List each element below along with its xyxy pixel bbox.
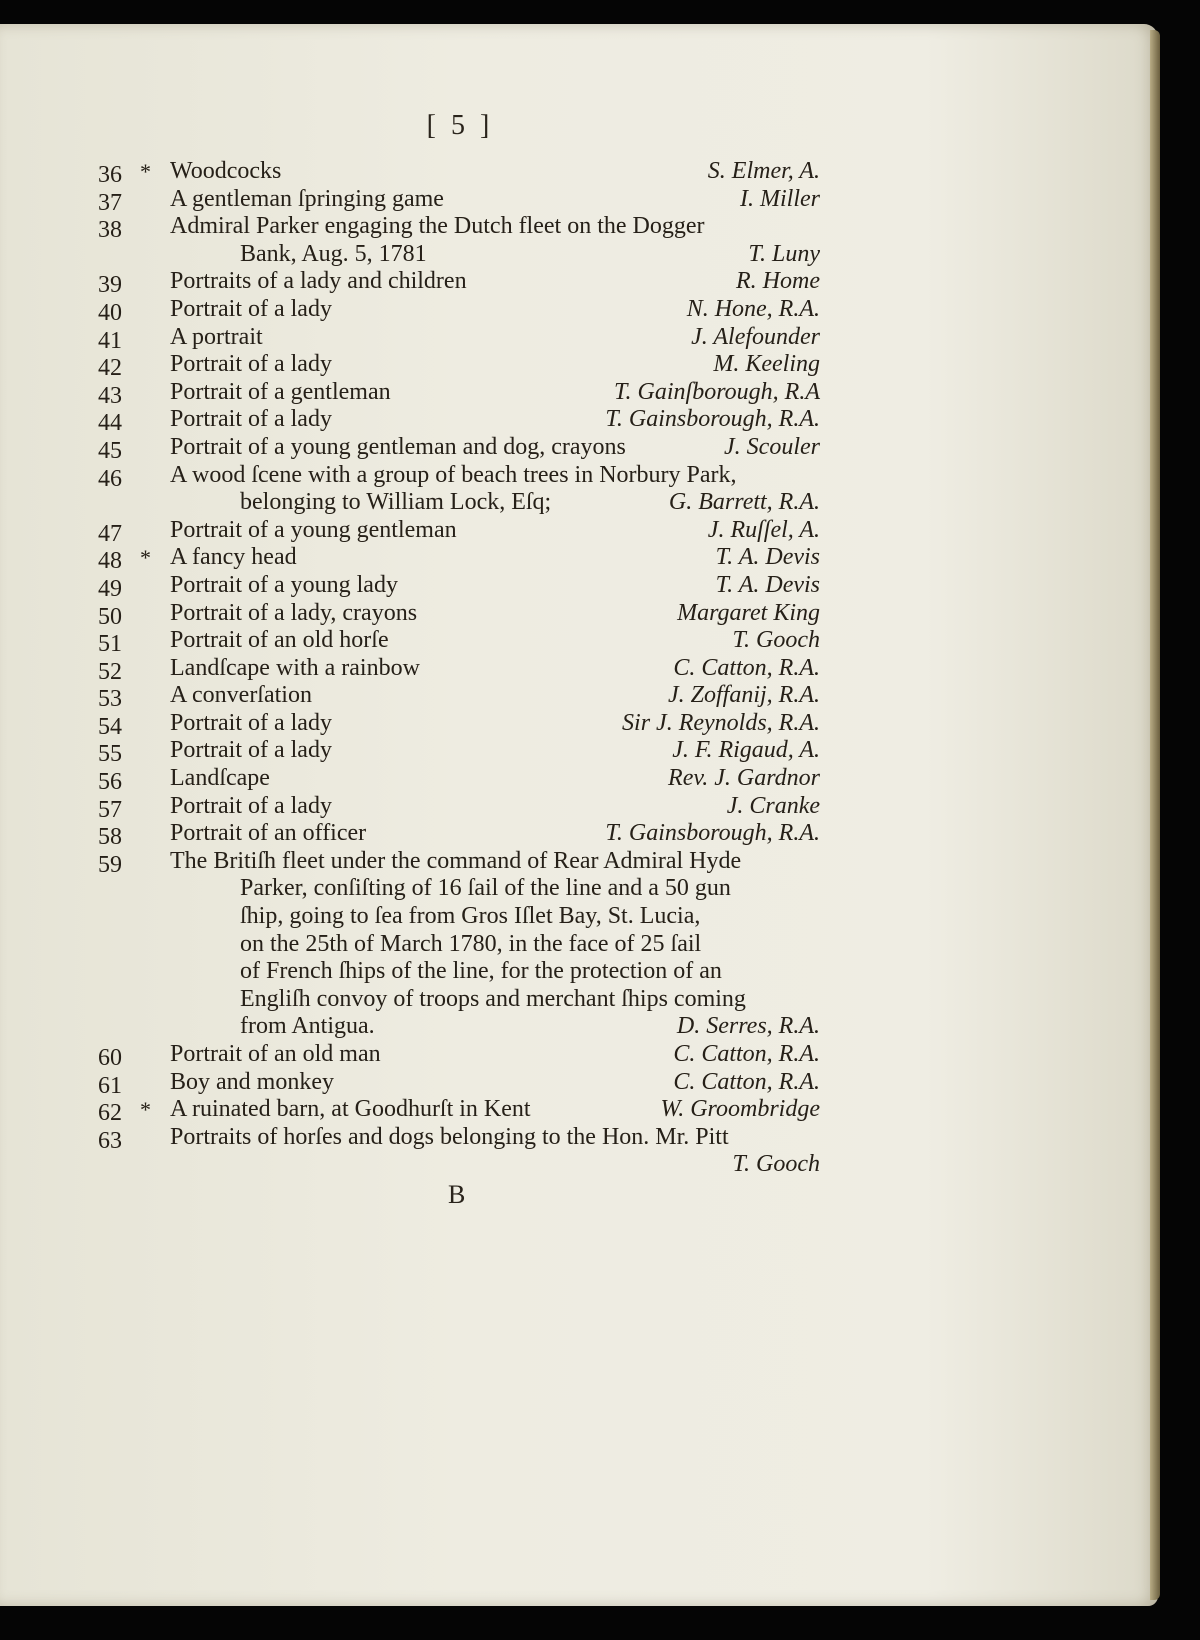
catalogue-entry (0, 1096, 1158, 1127)
catalogue-entry (0, 600, 1158, 628)
entry-line (0, 848, 1158, 876)
entry-title: ſhip, going to ſea from Gros Iſlet Bay, St. Lucia, (240, 903, 701, 930)
entry-title: Boy and monkey (170, 1068, 334, 1095)
entry-line (0, 351, 1158, 382)
catalogue-entry (0, 158, 1158, 186)
entry-artist: J. Scouler (724, 433, 820, 460)
entry-line (0, 1013, 1158, 1041)
entry-title: A ruinated barn, at Goodhurſt in Kent (170, 1096, 531, 1123)
entry-title: Admiral Parker engaging the Dutch fleet on the Dogger (170, 213, 705, 240)
entry-number: 53 (98, 686, 122, 713)
entry-title: Portrait of a lady (170, 295, 332, 322)
entry-artist: T. Gooch (732, 1151, 820, 1178)
entry-artist: T. Gainsborough, R.A. (605, 406, 820, 433)
entry-title: Portraits of a lady and children (170, 268, 467, 295)
entry-line (0, 489, 1158, 517)
entry-title: Portrait of a young gentleman (170, 516, 457, 543)
entry-line (0, 655, 1158, 683)
entry-artist: T. Gainſborough, R.A (613, 378, 820, 405)
entry-artist: Sir J. Reynolds, R.A. (622, 709, 820, 736)
entry-line (0, 931, 1158, 959)
catalogue-list (0, 158, 1158, 1179)
entry-title: Portraits of horſes and dogs belonging to the Hon. Mr. Pitt (170, 1123, 729, 1150)
entry-line (0, 186, 1158, 214)
entry-number: 54 (98, 713, 122, 740)
entry-title: Portrait of an old man (170, 1041, 381, 1067)
catalogue-entry (0, 462, 1158, 517)
entry-title: Portrait of a lady (170, 351, 332, 378)
catalogue-entry (0, 351, 1158, 382)
catalogue-entry (0, 655, 1158, 683)
entry-line (0, 710, 1158, 738)
entry-artist: T. A. Devis (715, 571, 820, 598)
entry-line (0, 406, 1158, 437)
entry-title: of French ſhips of the line, for the protection of an (240, 958, 722, 985)
entry-artist: T. Gooch (732, 627, 820, 654)
entry-line (0, 434, 1158, 462)
entry-number: 44 (98, 410, 122, 437)
entry-line (0, 572, 1158, 600)
catalogue-entry (0, 765, 1158, 796)
entry-line (0, 1096, 1158, 1127)
entry-title: on the 25th of March 1780, in the face of 25 ſail (240, 930, 702, 957)
catalogue-entry (0, 848, 1158, 1041)
entry-artist: J. F. Rigaud, A. (672, 737, 820, 764)
entry-line (0, 213, 1158, 244)
catalogue-entry (0, 820, 1158, 851)
new-work-asterisk: * (140, 545, 151, 571)
catalogue-entry (0, 544, 1158, 575)
entry-artist: C. Catton, R.A. (673, 1068, 820, 1095)
entry-title: A portrait (170, 323, 263, 350)
entry-line (0, 1041, 1158, 1069)
entry-title: A fancy head (170, 544, 297, 571)
entry-title: Portrait of a lady (170, 406, 332, 433)
entry-line (0, 820, 1158, 851)
entry-artist: J. Cranke (726, 792, 820, 819)
entry-title: Portrait of a lady (170, 709, 332, 736)
entry-number: 46 (98, 465, 122, 492)
entry-title: Portrait of an officer (170, 820, 367, 847)
signature-mark: B (448, 1180, 466, 1209)
entry-number: 42 (98, 355, 122, 382)
entry-number: 47 (98, 520, 122, 547)
entry-line (0, 544, 1158, 575)
entry-number: 43 (98, 382, 122, 409)
entry-artist: N. Hone, R.A. (686, 295, 820, 322)
entry-number: 51 (98, 631, 122, 658)
entry-line (0, 1151, 1158, 1179)
catalogue-entry (0, 1041, 1158, 1069)
entry-line (0, 379, 1158, 407)
entry-line (0, 296, 1158, 324)
entry-number: 49 (98, 575, 122, 602)
entry-line (0, 875, 1158, 903)
entry-artist: C. Catton, R.A. (673, 654, 820, 681)
entry-title: The Britiſh fleet under the command of Rear Admiral Hyde (170, 847, 742, 874)
entry-title: Woodcocks (170, 158, 282, 184)
catalogue-entry (0, 406, 1158, 437)
entry-number: 40 (98, 299, 122, 326)
new-work-asterisk: * (140, 1097, 151, 1123)
entry-number: 55 (98, 741, 122, 768)
entry-title: Parker, conſiſting of 16 ſail of the line and a 50 gun (240, 875, 731, 902)
entry-line (0, 793, 1158, 821)
entry-title: Landſcape (170, 765, 270, 792)
entry-line (0, 903, 1158, 931)
entry-artist: W. Groombridge (660, 1096, 820, 1123)
entry-line (0, 986, 1158, 1014)
entry-title: A gentleman ſpringing game (170, 185, 444, 212)
entry-number: 41 (98, 327, 122, 354)
entry-line (0, 627, 1158, 658)
catalogue-entry (0, 186, 1158, 214)
entry-artist: R. Home (736, 268, 820, 295)
entry-artist: Rev. J. Gardnor (668, 765, 820, 792)
entry-artist: T. Luny (748, 240, 820, 267)
entry-number: 52 (98, 658, 122, 685)
page-number: [ 5 ] (426, 110, 494, 141)
entry-line (0, 268, 1158, 299)
entry-title: Portrait of a young gentleman and dog, crayons (170, 433, 626, 460)
entry-line (0, 324, 1158, 352)
entry-line (0, 600, 1158, 628)
catalogue-entry (0, 572, 1158, 600)
entry-title: Portrait of a gentleman (170, 378, 391, 405)
catalogue-entry (0, 268, 1158, 299)
entry-title: Engliſh convoy of troops and merchant ſhips coming (240, 985, 746, 1012)
entry-number: 37 (98, 189, 122, 216)
entry-number: 63 (98, 1127, 122, 1154)
entry-artist: D. Serres, R.A. (676, 1013, 820, 1040)
new-work-asterisk: * (140, 159, 151, 184)
entry-title: A wood ſcene with a group of beach trees in Norbury Park, (170, 461, 737, 488)
entry-number: 45 (98, 437, 122, 464)
entry-line (0, 958, 1158, 986)
entry-title: Portrait of an old horſe (170, 627, 389, 654)
entry-title: from Antigua. (240, 1013, 375, 1040)
catalogue-entry (0, 379, 1158, 407)
entry-artist: G. Barrett, R.A. (668, 489, 820, 516)
catalogue-entry (0, 213, 1158, 268)
entry-line (0, 462, 1158, 490)
entry-number: 48 (98, 548, 122, 575)
entry-title: belonging to William Lock, Eſq; (240, 489, 552, 516)
entry-artist: J. Alefounder (691, 323, 820, 350)
entry-line (0, 158, 1158, 186)
entry-artist: J. Ruſſel, A. (707, 516, 820, 543)
catalogue-entry (0, 1124, 1158, 1179)
entry-title: Landſcape with a rainbow (170, 654, 420, 681)
entry-artist: J. Zoffanij, R.A. (668, 682, 820, 709)
catalogue-entry (0, 324, 1158, 352)
entry-number: 61 (98, 1072, 122, 1099)
entry-line (0, 765, 1158, 796)
entry-artist: T. Gainsborough, R.A. (605, 820, 820, 847)
entry-number: 36 (98, 162, 122, 188)
catalogue-entry (0, 1069, 1158, 1097)
entry-title: Bank, Aug. 5, 1781 (240, 240, 427, 267)
entry-title: A converſation (170, 682, 312, 709)
entry-artist: S. Elmer, A. (707, 158, 820, 184)
entry-line (0, 517, 1158, 545)
entry-line (0, 241, 1158, 269)
catalogue-entry (0, 517, 1158, 545)
catalogue-entry (0, 793, 1158, 821)
entry-number: 38 (98, 217, 122, 244)
entry-title: Portrait of a lady (170, 737, 332, 764)
catalogue-entry (0, 296, 1158, 324)
catalogue-entry (0, 627, 1158, 658)
catalogue-entry (0, 434, 1158, 462)
entry-number: 39 (98, 272, 122, 299)
entry-artist: I. Miller (740, 185, 820, 212)
entry-line (0, 737, 1158, 768)
entry-title: Portrait of a young lady (170, 571, 398, 598)
entry-title: Portrait of a lady (170, 792, 332, 819)
entry-title: Portrait of a lady, crayons (170, 599, 418, 626)
entry-artist: T. A. Devis (715, 544, 820, 571)
entry-artist: M. Keeling (713, 351, 820, 378)
entry-number: 62 (98, 1100, 122, 1127)
catalogue-entry (0, 710, 1158, 738)
entry-line (0, 682, 1158, 713)
entry-line (0, 1069, 1158, 1097)
entry-line (0, 1124, 1158, 1152)
entry-artist: Margaret King (677, 599, 820, 626)
entry-number: 57 (98, 796, 122, 823)
catalogue-entry (0, 682, 1158, 713)
entry-artist: C. Catton, R.A. (673, 1041, 820, 1067)
entry-number: 50 (98, 603, 122, 630)
catalogue-entry (0, 737, 1158, 768)
entry-number: 56 (98, 769, 122, 796)
entry-number: 60 (98, 1045, 122, 1071)
entry-number: 59 (98, 851, 122, 878)
entry-number: 58 (98, 824, 122, 851)
